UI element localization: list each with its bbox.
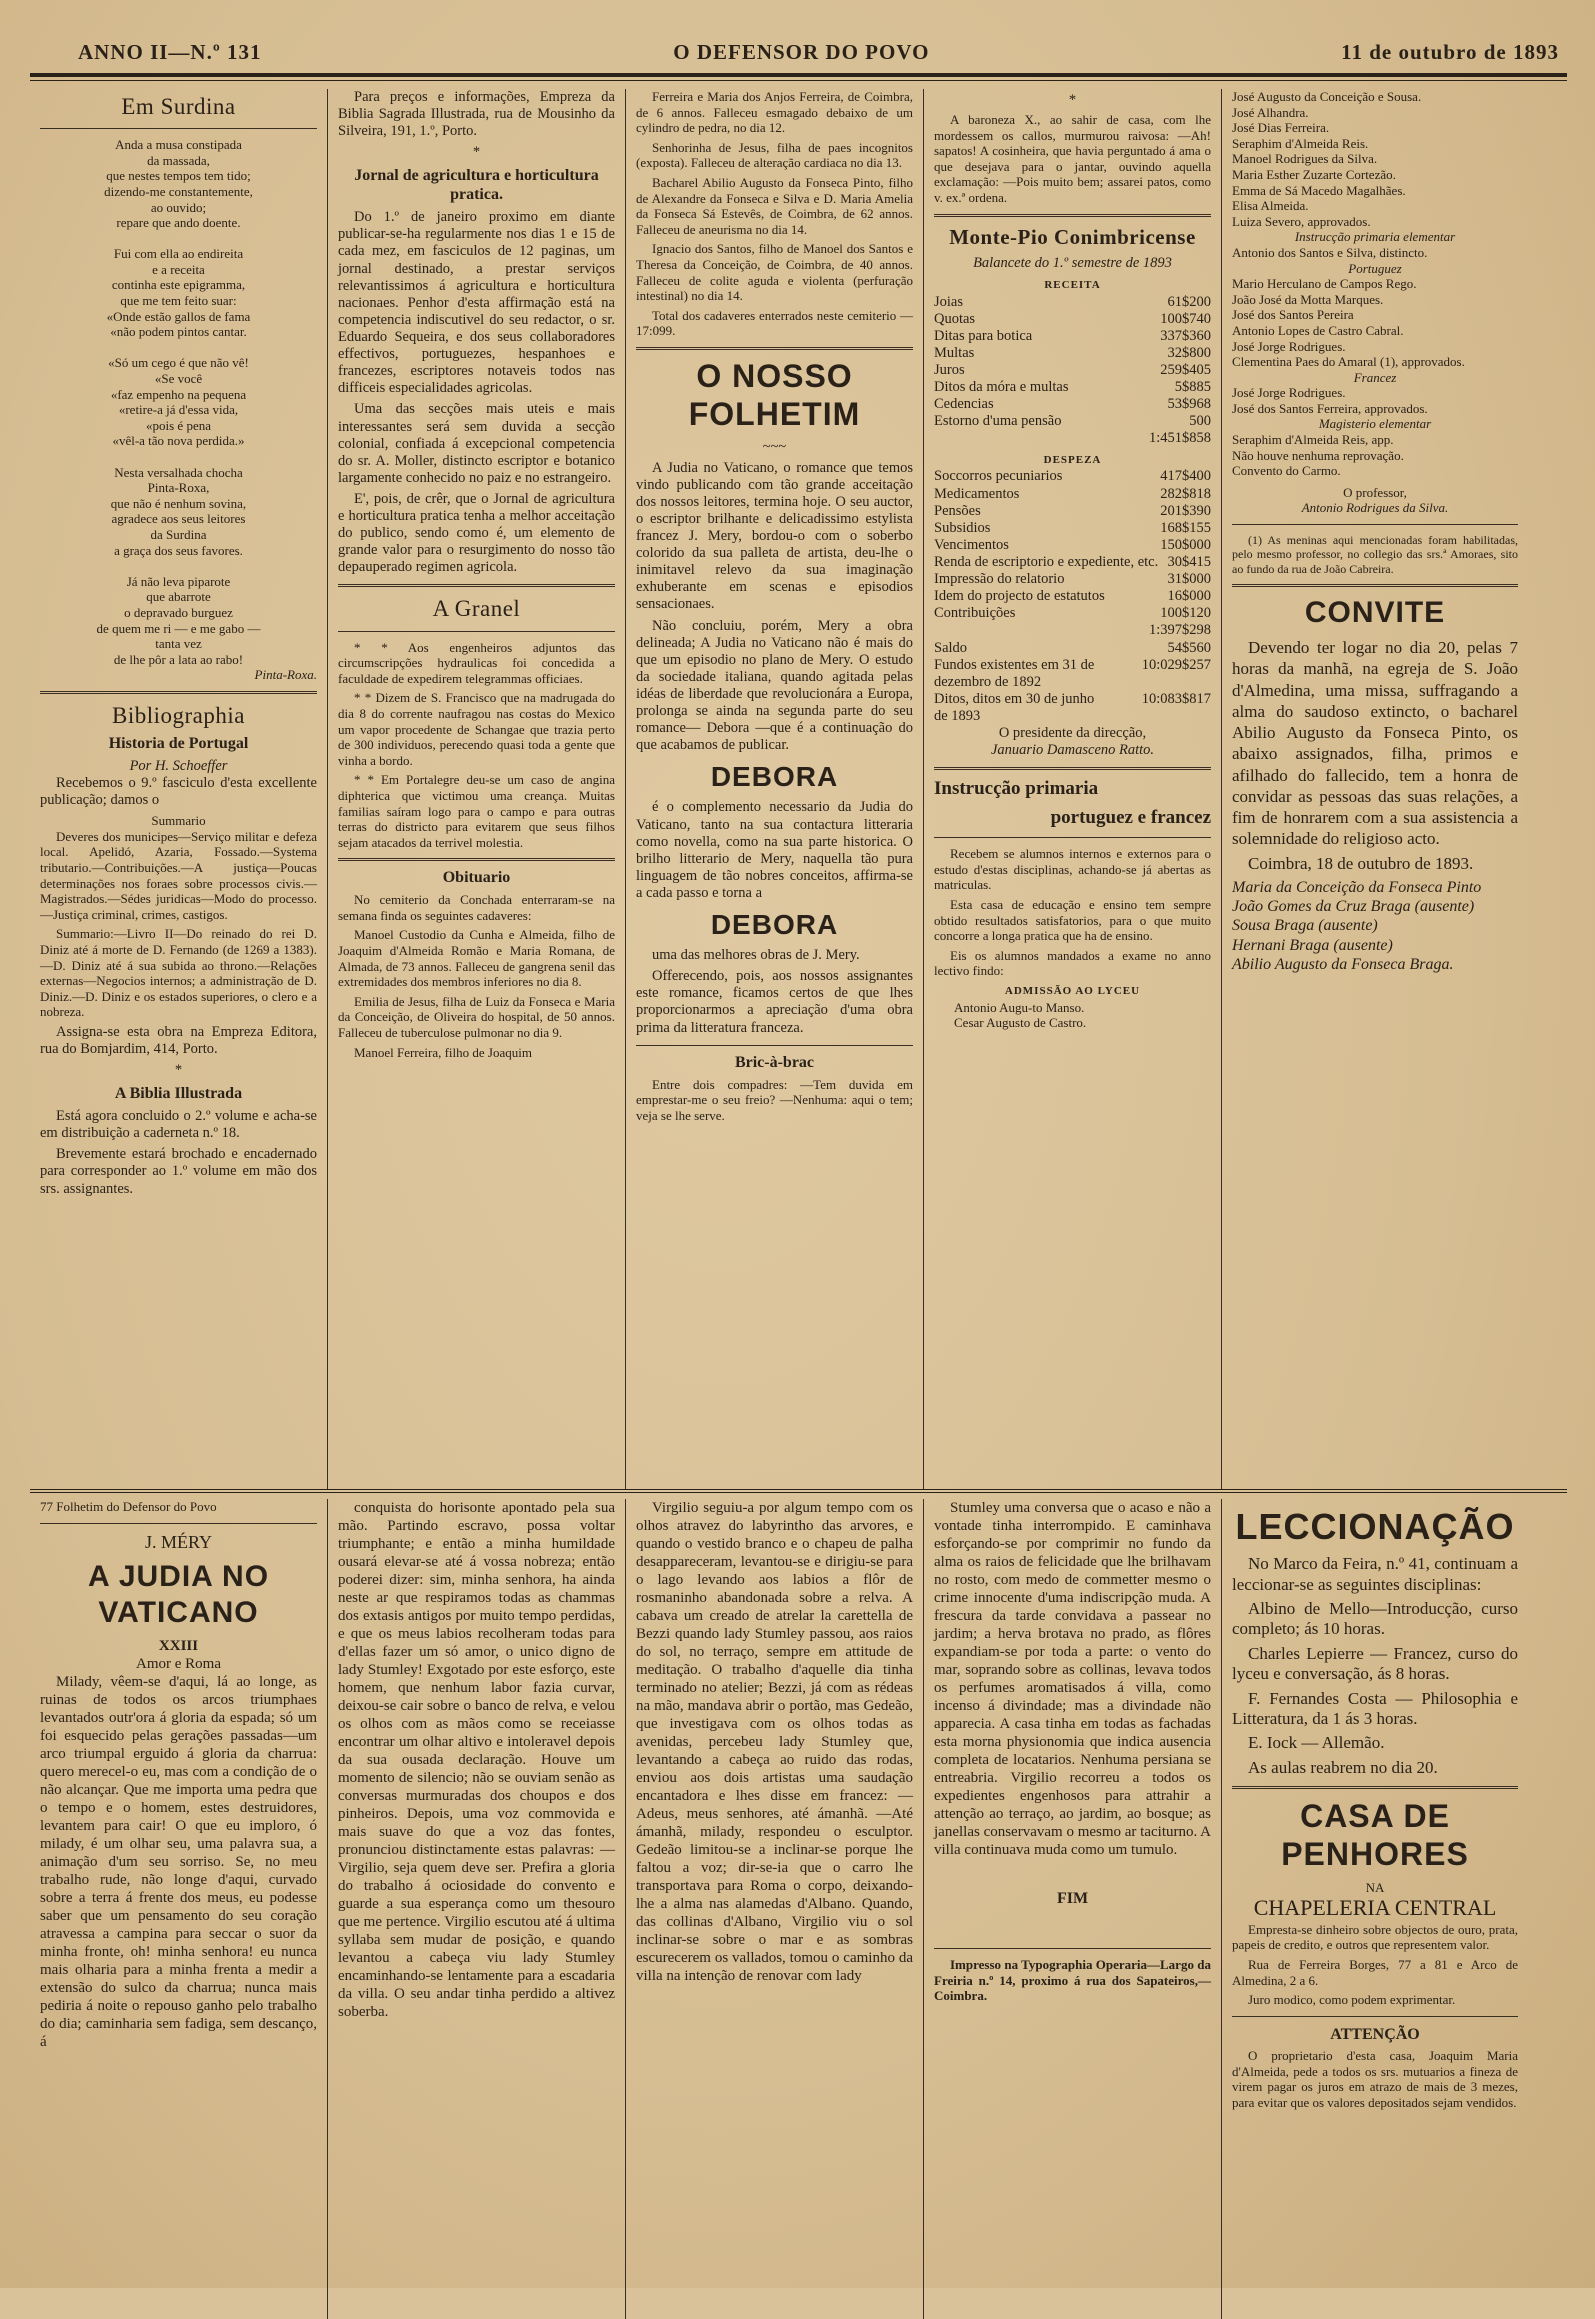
- divider: [636, 1045, 913, 1046]
- despeza-row: [934, 571, 1211, 588]
- row-label: Joias: [934, 293, 963, 310]
- poem-line: repare que ando doente.: [116, 215, 241, 231]
- debora-paragraph: uma das melhores obras de J. Mery.: [652, 947, 860, 964]
- row-value: 32$800: [1167, 344, 1211, 361]
- list-item: Clementina Paes do Amaral (1), approvados.: [1232, 354, 1465, 370]
- biblia-title: A Biblia Illustrada: [114, 1085, 243, 1103]
- list-item: Luiza Severo, approvados.: [1232, 213, 1371, 229]
- row-value: 150$000: [1160, 536, 1211, 553]
- row-value: 100$120: [1160, 605, 1211, 622]
- issue-number: ANNO II—N.º 131: [78, 40, 262, 64]
- row-value: 168$155: [1160, 519, 1211, 536]
- feuilleton-column-4: [924, 1499, 1222, 2319]
- student-list: [1232, 432, 1518, 479]
- debora-paragraph: Offerecendo, pois, aos nossos assignantes este romance, ficamos certos de que lhes proporcionarmos a apreciação d'uma obra prima da litteratura franceza.: [636, 968, 913, 1036]
- student-list: [1232, 276, 1518, 370]
- chapter-number: XXIII: [158, 1638, 199, 1655]
- separator-star: *: [174, 1062, 183, 1079]
- list-item: José dos Santos Pereira: [1232, 307, 1354, 323]
- portuguez-label: Portuguez: [1348, 260, 1402, 276]
- bibliographia-title: Bibliographia: [112, 702, 245, 728]
- poem-line: «Se você: [154, 371, 203, 387]
- imprenta: Impresso na Typographia Operaria—Largo da Freiria n.º 14, proximo á rua dos Sapateiros,—Coimbra.: [934, 1957, 1211, 2004]
- student-list: [1232, 89, 1518, 229]
- row-label: Juros: [934, 361, 965, 378]
- divider: [636, 347, 913, 350]
- presidente-label: O presidente da direcção,: [998, 725, 1147, 742]
- instrucao-title: Instrucção primaria: [934, 778, 1099, 800]
- chapter-title: Amor e Roma: [136, 1656, 221, 1673]
- novel-author: J. MÉRY: [144, 1531, 213, 1552]
- receita-label: RECEITA: [1044, 278, 1101, 291]
- granel-item: * * Em Portalegre deu-se um caso de angina diphterica que victimou uma creança. Muitas familias saíram logo para o campo e para outras terras do districto para evitarem que seus filhos sejam atacados da terrivel molestia.: [338, 772, 615, 850]
- divider: [338, 858, 615, 861]
- row-label: Renda de escriptorio e expediente, etc.: [934, 554, 1159, 571]
- column-4: [924, 89, 1222, 1489]
- feuilleton-text: Virgilio seguiu-a por algum tempo com os olhos atravez do labyrintho das arvores, e quando o vestido branco e o chapeu de palha desappareceram, levantou-se e dirigiu-se para o lago levando aos labios a flôr de rosmaninho abandonada sobre a relva. A cabava um creado de atrelar la carettella de Bezzi quando lady Stumley passou, aos raios do sol, no terraço, sempre em attitude de meditação. O trabalho d'aquelle dia tinha terminado no atelier; Bezzi, já com as rédeas na mão, mandava abrir o portão, mas Gedeão, que investigava com os olhos todas as avenidas, percebeu lady Stumley que, levantando a cabeça ao ruido das rodas, enviou aos dois artistas uma saudação encantadora e lhes disse em francez: —Adeus, meus senhores, até ámanhã. —Até ámanhã, milady, respondeu o esculptor. Gedeão limitou-se a inclinar-se porque lhe faltou a voz; dir-se-ia que o carro lhe transportava para Roma o corpo, deixando-lhe a alma nas alamedas d'Albano. Quando, das collinas d'Albano, Virgilio viu o sol inclinar-se sobre o mar e as sombras escurecerem os vallados, tomou o caminho da villa na intenção de renovar com lady: [636, 1500, 913, 1984]
- divider: [40, 691, 317, 694]
- assigna-paragraph: Assigna-se esta obra na Empreza Editora, rua do Bomjardim, 414, Porto.: [40, 1023, 317, 1058]
- receita-row: [934, 328, 1211, 345]
- receita-total: [934, 430, 1211, 447]
- poem-line: «Só um cego é que não vê!: [108, 355, 249, 371]
- professor-label: O professor,: [1343, 484, 1407, 500]
- debora-heading: DEBORA: [710, 909, 839, 941]
- row-value: 53$968: [1167, 396, 1211, 413]
- list-item: José Augusto da Conceição e Sousa.: [1232, 89, 1422, 104]
- row-label: Pensões: [934, 502, 981, 519]
- divider: [40, 1523, 317, 1524]
- poem-signature: Pinta-Roxa.: [254, 667, 317, 683]
- receita-row: [934, 345, 1211, 362]
- masthead-rule: [30, 73, 1567, 81]
- row-label: Soccorros pecuniarios: [934, 468, 1063, 485]
- poem-line: «retire-a já d'essa vida,: [118, 402, 239, 418]
- receita-table: [934, 294, 1211, 431]
- obituario-paragraph: Ferreira e Maria dos Anjos Ferreira, de Coimbra, de 6 annos. Falleceu esmagado debaixo de um cylindro de pedra, no dia 12.: [636, 89, 913, 136]
- list-item: Mario Herculano de Campos Rego.: [1232, 276, 1417, 292]
- folhetim-paragraph: Não concluiu, porém, Mery a obra delineada; A Judia no Vaticano não é mais do que um episodio no plano de Mery. O estudo da sociedade italiana, quando agitada pelas idéas de liberdade que revolucionára a Europa, prolonga se ainda na segunda parte do seu romance— Debora —que é a continuação do que acabamos de publicar.: [636, 617, 913, 754]
- row-label: Medicamentos: [934, 485, 1020, 502]
- row-label: Impressão do relatorio: [934, 571, 1065, 588]
- obituario-paragraph: Bacharel Abilio Augusto da Fonseca Pinto, filho de Alexandre da Fonseca e Silva e D. Maria Amelia da Fonseca Sá Estevês, de Coimbra, de 62 annos. Falleceu de aneurisma no dia 14.: [636, 174, 913, 237]
- biblia-paragraph: Brevemente estará brochado e encadernado para corresponder ao 1.º volume em mão dos srs. assignantes.: [40, 1146, 317, 1197]
- granel-title: A Granel: [432, 596, 521, 622]
- poem-line: que me tem feito suar:: [120, 293, 237, 309]
- list-item: José Alhandra.: [1232, 104, 1309, 120]
- despeza-row: [934, 486, 1211, 503]
- despeza-row: [934, 537, 1211, 554]
- feuilleton-column-3: [626, 1499, 924, 2319]
- row-label: Vencimentos: [934, 536, 1009, 553]
- despeza-row: [934, 503, 1211, 520]
- row-value: 10:083$817: [1141, 690, 1211, 707]
- row-value: 259$405: [1160, 361, 1211, 378]
- divider: [338, 631, 615, 632]
- obituario-title: Obituario: [442, 869, 511, 887]
- divider: [934, 1948, 1211, 1949]
- jornal-paragraph: E', pois, de crêr, que o Jornal de agricultura e horticultura pratica tenha a melhor acceitação do publico, sendo como é, um elemento de grande valor para o resurgimento do nosso tão depauperado regimen agricola.: [338, 490, 615, 576]
- divider: [1232, 584, 1518, 587]
- despeza-row: [934, 588, 1211, 605]
- obituario-paragraph: Manoel Custodio da Cunha e Almeida, filho de Joaquim d'Almeida Romão e Maria Romana, de Almada, de 73 annos. Falleceu de gangrena senil das extremidades dos membros inferiores no dia 8.: [338, 927, 615, 990]
- feuilleton-column-2: [328, 1499, 626, 2319]
- list-item: Seraphim d'Almeida Reis.: [1232, 135, 1369, 151]
- separator-star: *: [1068, 92, 1077, 108]
- despeza-row: [934, 554, 1211, 571]
- receita-row: [934, 362, 1211, 379]
- poem-line: Fui com ella ao endireita: [113, 246, 244, 262]
- instrucao-paragraph: Eis os alumnos mandados a exame no anno lectivo findo:: [934, 947, 1211, 979]
- poem-line: de lhe pôr a lata ao rabo!: [113, 651, 244, 667]
- list-item: Elisa Almeida.: [1232, 198, 1309, 214]
- despeza-table: [934, 468, 1211, 622]
- saldo-row: [934, 640, 1211, 657]
- newspaper-title: O DEFENSOR DO POVO: [673, 40, 930, 64]
- leccionacao-title: LECCIONAÇÃO: [1235, 1506, 1515, 1547]
- divider: [40, 128, 317, 129]
- penhores-title: CASA DE PENHORES: [1281, 1798, 1469, 1873]
- list-item: Antonio Lopes de Castro Cabral.: [1232, 322, 1404, 338]
- obituario-paragraph: Emilia de Jesus, filha de Luiz da Fonseca e Maria da Conceição, de Oliveira do hospital, de 50 annos. Falleceu de tuberculose pulmonar no dia 9.: [338, 993, 615, 1040]
- sumario-label: Summario: [151, 813, 206, 829]
- poem-line: que abarrote: [146, 589, 211, 605]
- row-label: Quotas: [934, 310, 976, 327]
- ditos-row: [934, 691, 1211, 725]
- row-value: 100$740: [1160, 310, 1211, 327]
- receita-row: [934, 379, 1211, 396]
- historia-paragraph: Recebemos o 9.º fasciculo d'esta excellente publicação; damos o: [40, 775, 317, 809]
- jornal-paragraph: Uma das secções mais uteis e mais interessantes será sem duvida a secção colonial, confiada á excepcional competencia do sr. A. Moller, distincto escriptor e botanico largamente conhecido no paiz e no estrangeiro.: [338, 401, 615, 486]
- row-value: 30$415: [1167, 554, 1211, 571]
- obituario-paragraph: Manoel Ferreira, filho de Joaquim: [354, 1044, 532, 1060]
- leccionacao-item: As aulas reabrem no dia 20.: [1248, 1757, 1438, 1777]
- receita-total-value: 1:451$858: [1148, 430, 1211, 447]
- row-label: Multas: [934, 344, 975, 361]
- attencao-title: ATTENÇÃO: [1330, 2025, 1420, 2043]
- debora-paragraph: é o complemento necessario da Judia do Vaticano, tanto na sua contactura litteraria como novella, como na sua parte historica. O brilho litterario de Mery, naquella tão pura linguagem de tão nobres conceitos, affirma-se a cada passo e torna a: [636, 799, 913, 901]
- divider: [934, 837, 1211, 838]
- list-item: Abilio Augusto da Fonseca Braga.: [1232, 955, 1454, 973]
- bottom-section: [30, 1489, 1567, 2319]
- instrucao-subtitle: portuguez e francez: [1050, 806, 1211, 828]
- row-value: 54$560: [1167, 639, 1211, 656]
- despeza-row: [934, 520, 1211, 537]
- poem-line: de quem me ri — e me gabo —: [96, 620, 261, 636]
- row-value: 10:029$257: [1141, 656, 1211, 673]
- receita-row: [934, 294, 1211, 311]
- list-item: Maria Esther Zuzarte Cortezão.: [1232, 166, 1396, 182]
- list-item: Seraphim d'Almeida Reis, app.: [1232, 432, 1394, 448]
- penhores-na: NA: [1365, 1879, 1385, 1895]
- column-3: [626, 89, 924, 1489]
- row-value: 31$000: [1167, 571, 1211, 588]
- row-label: Idem do projecto de estatutos: [934, 588, 1105, 605]
- list-item: Convento do Carmo.: [1232, 463, 1341, 479]
- column-5: [1222, 89, 1528, 1489]
- poem-line: que nestes tempos tem tido;: [106, 168, 251, 184]
- leccionacao-item: Charles Lepierre — Francez, curso do lyceu e conversação, ás 8 horas.: [1232, 1643, 1518, 1684]
- convite-title: CONVITE: [1304, 596, 1446, 630]
- fim-label: FIM: [1056, 1890, 1089, 1907]
- feuilleton-text: Stumley uma conversa que o acaso e não a vontade tinha interrompido. E caminhava esforçando-se por comprimir no fundo da alma os raios de felicidade que lhe brilhavam no rosto, com medo de commetter mesmo o crime innocente d'uma indiscripção muda. A frescura da tarde convidava a passear no jardim; a herva brotava no prado, as flôres expandiam-se por toda a parte: o vento do mar, soprando sobre as collinas, levava todos os perfumes aromatisados á villa, como incenso á divindade; mas a divindade não apparecia. A casa tinha em todas as fachadas esta morna physionomia que indica ausencia completa de locatarios. Nenhuma persiana se entreabria. Virgilio recorreu a todos os expedientes engenhosos para attrahir a attenção ao terraço, ao jardim, ao bosque; as janellas conservavam o mesmo ar taciturno. A villa continuava muda como um tumulo.: [934, 1500, 1211, 1858]
- row-label: Ditas para botica: [934, 327, 1033, 344]
- historia-author: Por H. Schoeffer: [129, 757, 228, 774]
- granel-item: * * Dizem de S. Francisco que na madrugada do dia 8 do corrente naufragou nas costas do Mexico um vapor procedente de Schangae que trazia perto de 300 individuos, perecendo quasi toda a gente que vinha a bordo.: [338, 690, 615, 768]
- poem: [40, 137, 317, 667]
- list-item: Maria da Conceição da Fonseca Pinto: [1232, 879, 1482, 897]
- balancete-subtitle: Balancete do 1.º semestre de 1893: [973, 255, 1172, 272]
- poem-line: Nesta versalhada chocha: [114, 464, 243, 480]
- novel-title: A JUDIA NO VATICANO: [87, 1560, 270, 1630]
- surdina-title: Em Surdina: [121, 94, 236, 119]
- biblia-paragraph: Está agora concluido o 2.º volume e acha-se em distribuição a caderneta n.º 18.: [40, 1108, 317, 1142]
- historia-title: Historia de Portugal: [108, 735, 249, 753]
- instr-elem-name: Antonio dos Santos e Silva, distincto.: [1232, 244, 1428, 260]
- divider: [1232, 2016, 1518, 2017]
- separator-ornament: ~~~: [762, 439, 787, 456]
- masthead: [30, 40, 1567, 71]
- attencao-paragraph: O proprietario d'esta casa, Joaquim Maria d'Almeida, pede a todos os srs. mutuarios a fineza de virem pagar os juros em atrazo de mais de 3 mezes, para evitar que os valores depositados sejam vendidos.: [1232, 2048, 1518, 2110]
- row-value: 500: [1189, 413, 1211, 430]
- poem-line: da Surdina: [150, 526, 207, 542]
- poem-line: Anda a musa constipada: [115, 137, 242, 153]
- poem-line: continha este epigramma,: [111, 277, 246, 293]
- row-label: Cedencias: [934, 396, 994, 413]
- list-item: Emma de Sá Macedo Magalhães.: [1232, 182, 1406, 198]
- divider: [338, 584, 615, 587]
- row-label: Contribuições: [934, 605, 1016, 622]
- column-1: [30, 89, 328, 1489]
- obituario-paragraph: No cemiterio da Conchada enterraram-se na semana finda os seguintes cadaveres:: [338, 892, 615, 923]
- magisterio-label: Magisterio elementar: [1318, 416, 1432, 432]
- poem-line: agradece aos seus leitores: [111, 511, 246, 527]
- leccionacao-paragraph: No Marco da Feira, n.º 41, continuam a leccionar-se as seguintes disciplinas:: [1232, 1554, 1518, 1594]
- despeza-label: DESPEZA: [1043, 453, 1102, 466]
- poem-line: dizendo-me constantemente,: [104, 183, 253, 199]
- admissao-label: ADMISSÃO AO LYCEU: [1004, 984, 1141, 997]
- row-label: Ditos, ditos em 30 de junho de 1893: [934, 690, 1095, 724]
- poem-line: tanta vez: [155, 636, 202, 652]
- bric-a-brac-text: Entre dois compadres: —Tem duvida em emprestar-me o seu freio? —Nenhuma: aqui o tem; veja se lhe serve.: [636, 1076, 913, 1123]
- row-value: 417$400: [1160, 468, 1211, 485]
- row-value: 16$000: [1167, 588, 1211, 605]
- folhetim-label: 77 Folhetim do Defensor do Povo: [40, 1499, 217, 1514]
- folhetim-paragraph: A Judia no Vaticano, o romance que temos vindo publicando com tão grande acceitação dos nossos leitores, termina hoje. O seu auctor, o escriptor brilhante e delicadissimo estylista francez J. Mery, bordou-o com o soberbo colorido da sua palleta de artista, deu-lhe o inimitavel relevo da sua imaginação exhuberante em scenas e episodios sensacionaes.: [636, 459, 913, 613]
- row-value: 282$818: [1160, 485, 1211, 502]
- list-item: Sousa Braga (ausente): [1232, 917, 1378, 935]
- poem-line: que não é nenhum sovina,: [110, 495, 247, 511]
- debora-heading: DEBORA: [710, 761, 839, 793]
- list-item: José Jorge Rodrigues.: [1232, 385, 1346, 401]
- row-value: 337$360: [1160, 327, 1211, 344]
- chapelaria-title: CHAPELERIA CENTRAL: [1253, 1895, 1497, 1921]
- list-item: Manoel Rodrigues da Silva.: [1232, 151, 1378, 167]
- penhores-paragraph: Juro modico, como podem exprimentar.: [1248, 1992, 1456, 2008]
- separator-star: *: [472, 144, 481, 161]
- poem-line: Já não leva piparote: [126, 573, 231, 589]
- poem-line: «Onde estão gallos de fama: [106, 308, 251, 324]
- presidente-name: Januario Damasceno Ratto.: [990, 742, 1155, 759]
- convite-date: Coimbra, 18 de outubro de 1893.: [1248, 853, 1474, 873]
- poem-line: «faz empenho na pequena: [110, 386, 247, 402]
- granel-item: * * Aos engenheiros adjuntos das circumscripções hydraulicas foi concedida a faculdade de expedirem telegrammas officiaes.: [338, 639, 615, 686]
- receita-row: [934, 396, 1211, 413]
- poem-line: o depravado burguez: [124, 604, 233, 620]
- poem-line: «pois é pena: [146, 417, 211, 433]
- sumario-text: Deveres dos municipes—Serviço militar e defeza local. Apelidó, Azaria, Fossado.—Systema tributario.—Contribuições.—A justiça—Poucas determinações nos foraes sobre processos civis.—Magistrados.—Sédes juridicas—Modo do processo.—Justiça criminal, crimes, castigos.: [40, 828, 317, 922]
- row-label: Subsidios: [934, 519, 991, 536]
- sumario-text: Summario:—Livro II—Do reinado do rei D. Diniz até á morte de D. Fernando (de 1269 a 1383).—D. Diniz até á sua subida ao throno.—Relações externas—Negocios internos; a administração de D. Diniz.—D. Diniz e os estados superiores, o clero e a nobreza.: [40, 926, 317, 1020]
- poem-line: a graça dos seus favores.: [114, 542, 243, 558]
- list-item: Hernani Braga (ausente): [1232, 936, 1393, 954]
- row-label: Estorno d'uma pensão: [934, 413, 1062, 430]
- montepio-title: Monte-Pio Conimbricense: [949, 224, 1196, 249]
- penhores-paragraph: Rua de Ferreira Borges, 77 a 81 e Arco de Almedina, 2 a 6.: [1232, 1957, 1518, 1988]
- leccionacao-item: F. Fernandes Costa — Philosophia e Litteratura, da 1 ás 3 horas.: [1232, 1688, 1518, 1728]
- row-label: Fundos existentes em 31 de dezembro de 1892: [934, 656, 1095, 690]
- precos-paragraph: Para preços e informações, Empreza da Biblia Sagrada Illustrada, rua de Mousinho da Silveira, 191, 1.º, Porto.: [338, 89, 615, 140]
- row-value: 5$885: [1174, 379, 1211, 396]
- list-item: José dos Santos Ferreira, approvados.: [1232, 400, 1428, 416]
- convite-names: [1232, 878, 1518, 974]
- poem-line: e a receita: [152, 261, 205, 277]
- divider: [1232, 524, 1518, 525]
- bric-a-brac-title: Bric-à-brac: [734, 1053, 815, 1071]
- list-item: Não houve nenhuma reprovação.: [1232, 447, 1404, 463]
- admissao-name: Antonio Augu-to Manso.: [954, 999, 1085, 1015]
- poem-line: «vêl-a tão nova perdida.»: [112, 433, 245, 449]
- obituario-total: Total dos cadaveres enterrados neste cemiterio — 17:099.: [636, 307, 913, 339]
- feuilleton-column-1: [30, 1499, 328, 2319]
- student-list: [1232, 385, 1518, 416]
- receita-row: [934, 311, 1211, 328]
- fundos-row: [934, 657, 1211, 691]
- obituario-paragraph: Senhorinha de Jesus, filha de paes incognitos (exposta). Falleceu de alteração cardiaca no dia 13.: [636, 139, 913, 171]
- poem-line: «não podem pintos cantar.: [110, 324, 247, 340]
- receita-row: [934, 413, 1211, 430]
- list-item: José Dias Ferreira.: [1232, 120, 1330, 136]
- row-label: Saldo: [934, 639, 968, 656]
- row-label: Ditos da móra e multas: [934, 379, 1069, 396]
- divider: [1232, 1786, 1518, 1789]
- feuilleton-text: Milady, vêem-se d'aqui, lá ao longe, as ruinas de todos os arcos triumphaes levantados outr'ora á gloria da espada; só um foi esquecido pelas gerações passadas—um arco triumpal erguido á gloria da charrua: quero merecel-o eu, mas com a condição de o não alcançar. Que me importa uma pedra que o tempo e o homem, estes destruidores, levantem para cair! O que eu imploro, ó milady, é um olhar seu, uma palavra sua, a animação d'um seu sorriso. Se, no meu trabalho rude, não longe d'aqui, curvado sobre a terra á frente dos meus, eu podesse saber que um pensamento do seu coração atravessa a campina para seccar o suor da minha fronte, oh! minha senhora! eu nunca mais olharia para a minha frenta a medir a extensão do sulco da charrua; nunca mais pediria á noite o repouso ganho pelo trabalho do dia; caminharia sem fadiga, sem descanço, á: [40, 1674, 317, 2051]
- despeza-row: [934, 605, 1211, 622]
- jornal-title: Jornal de agricultura e horticultura pratica.: [354, 167, 599, 204]
- column-2: [328, 89, 626, 1489]
- top-columns: [30, 89, 1567, 1489]
- despeza-total: [934, 622, 1211, 639]
- poem-line: da massada,: [147, 152, 210, 168]
- folhetim-title: O NOSSO FOLHETIM: [688, 357, 861, 432]
- instr-elem-label: Instrucção primaria elementar: [1294, 229, 1456, 245]
- despeza-total-value: 1:397$298: [1148, 622, 1211, 639]
- list-item: João Gomes da Cruz Braga (ausente): [1232, 898, 1475, 916]
- poem-line: ao ouvido;: [150, 199, 207, 215]
- anecdote-paragraph: A baroneza X., ao sahir de casa, com lhe mordessem os callos, murmurou raivosa: —Ah! sapatos! A cosinheira, que havia perguntado á ama o que desejava para o jantar, ouvindo aquella exclamação: —Pois muito bem; assarei patos, como v. ex.ª ordena.: [934, 112, 1211, 206]
- instrucao-paragraph: Recebem se alumnos internos e externos para o estudo d'estas disciplinas, achando-se já abertas as matriculas.: [934, 846, 1211, 893]
- poem-line: Pinta-Roxa,: [147, 480, 210, 496]
- despeza-row: [934, 468, 1211, 485]
- ads-column: [1222, 1499, 1528, 2319]
- row-value: 61$200: [1167, 293, 1211, 310]
- leccionacao-item: Albino de Mello—Introducção, curso completo; ás 10 horas.: [1232, 1598, 1518, 1639]
- row-value: 201$390: [1160, 502, 1211, 519]
- list-item: João José da Motta Marques.: [1232, 291, 1384, 307]
- admissao-name: Cesar Augusto de Castro.: [954, 1015, 1087, 1031]
- leccionacao-item: E. Iock — Allemão.: [1248, 1733, 1385, 1753]
- divider: [934, 767, 1211, 770]
- issue-date: 11 de outubro de 1893: [1341, 40, 1559, 64]
- obituario-paragraph: Ignacio dos Santos, filho de Manoel dos Santos e Theresa da Conceição, de Coimbra, de 40 annos. Falleceu de colite aguda e violenta (perfuração intestinal) no dia 14.: [636, 241, 913, 304]
- penhores-paragraph: Empresta-se dinheiro sobre objectos de ouro, prata, papeis de credito, e outros que representem valor.: [1232, 1921, 1518, 1953]
- francez-label: Francez: [1353, 369, 1397, 385]
- list-item: José Jorge Rodrigues.: [1232, 338, 1346, 354]
- feuilleton-text: conquista do horisonte apontado pela sua mão. Partindo escravo, possa voltar triumphante; e então a minha humildade ousará elevar-se até á vossa nobreza; então poderei dizer: sim, minha senhora, ha ainda neste ar que respiramos todas as chammas dos extasis antigos por muito tempo perdidas, e que os meus labios recolheram todas para d'ellas fazer um só amor, o unico digno de lady Stumley! Exgotado por este esforço, este homem, que nenhum labor fazia curvar, deixou-se cair sobre o banco de relva, e velou os olhos com as mãos como se receiasse encontrar um olhar altivo e intoleravel depois da sua ousada declaração. Houve um momento de silencio; não se ouviam senão as conversas murmuradas dos choupos e dos pinheiros. Depois, uma voz commovida e mais suave do que a voz das fontes, pronunciou distinctamente estas palavras: —Virgilio, seja quem deve ser. Prefira a gloria do trabalho á ociosidade do convento e guarde a sua esperança como um thesouro que me pertence. Virgilio escutou até á ultima syllaba sem mudar de posição, e quando levantou a cabeça viu lady Stumley encaminhando-se lentamente para a escadaria da villa. O seu andar tinha perdido a altivez soberba.: [338, 1500, 615, 2020]
- jornal-paragraph: Do 1.º de janeiro proximo em diante publicar-se-ha regularmente nos dias 1 e 15 de cada mez, em fasciculos de 12 paginas, um jornal destinado, a prestar serviços relevantissimos á agricultura e horticultura nacionaes. Penhor d'esta affirmação está na competencia indiscutivel do seu redactor, o sr. Eduardo Sequeira, e dos seus collaboradores effectivos, portuguezes, hespanhoes e francezes, escriptores notaveis todos nas difficeis especialidades agricolas.: [338, 209, 615, 397]
- professor-name: Antonio Rodrigues da Silva.: [1301, 500, 1449, 516]
- convite-paragraph: Devendo ter logar no dia 20, pelas 7 horas da manhã, na egreja de S. João d'Almedina, uma missa, suffragando a alma do saudoso extincto, o bacharel Abilio Augusto da Fonseca Pinto, os abaixo assignados, filha, primos e afilhado do fallecido, tem a honra de convidar as pessoas das suas relações, a fim de honrarem com a sua assistencia a solemnidade do religioso acto.: [1232, 638, 1518, 849]
- footnote: (1) As meninas aqui mencionadas foram habilitadas, pelo mesmo professor, no collegio das srs.ª Amoraes, sito ao fundo da rua de João Cabreira.: [1232, 533, 1518, 576]
- instrucao-paragraph: Esta casa de educação e ensino tem sempre obtido resultados satisfatorios, para o que muito concorre a longa pratica que ha de ensino.: [934, 896, 1211, 944]
- divider: [934, 214, 1211, 217]
